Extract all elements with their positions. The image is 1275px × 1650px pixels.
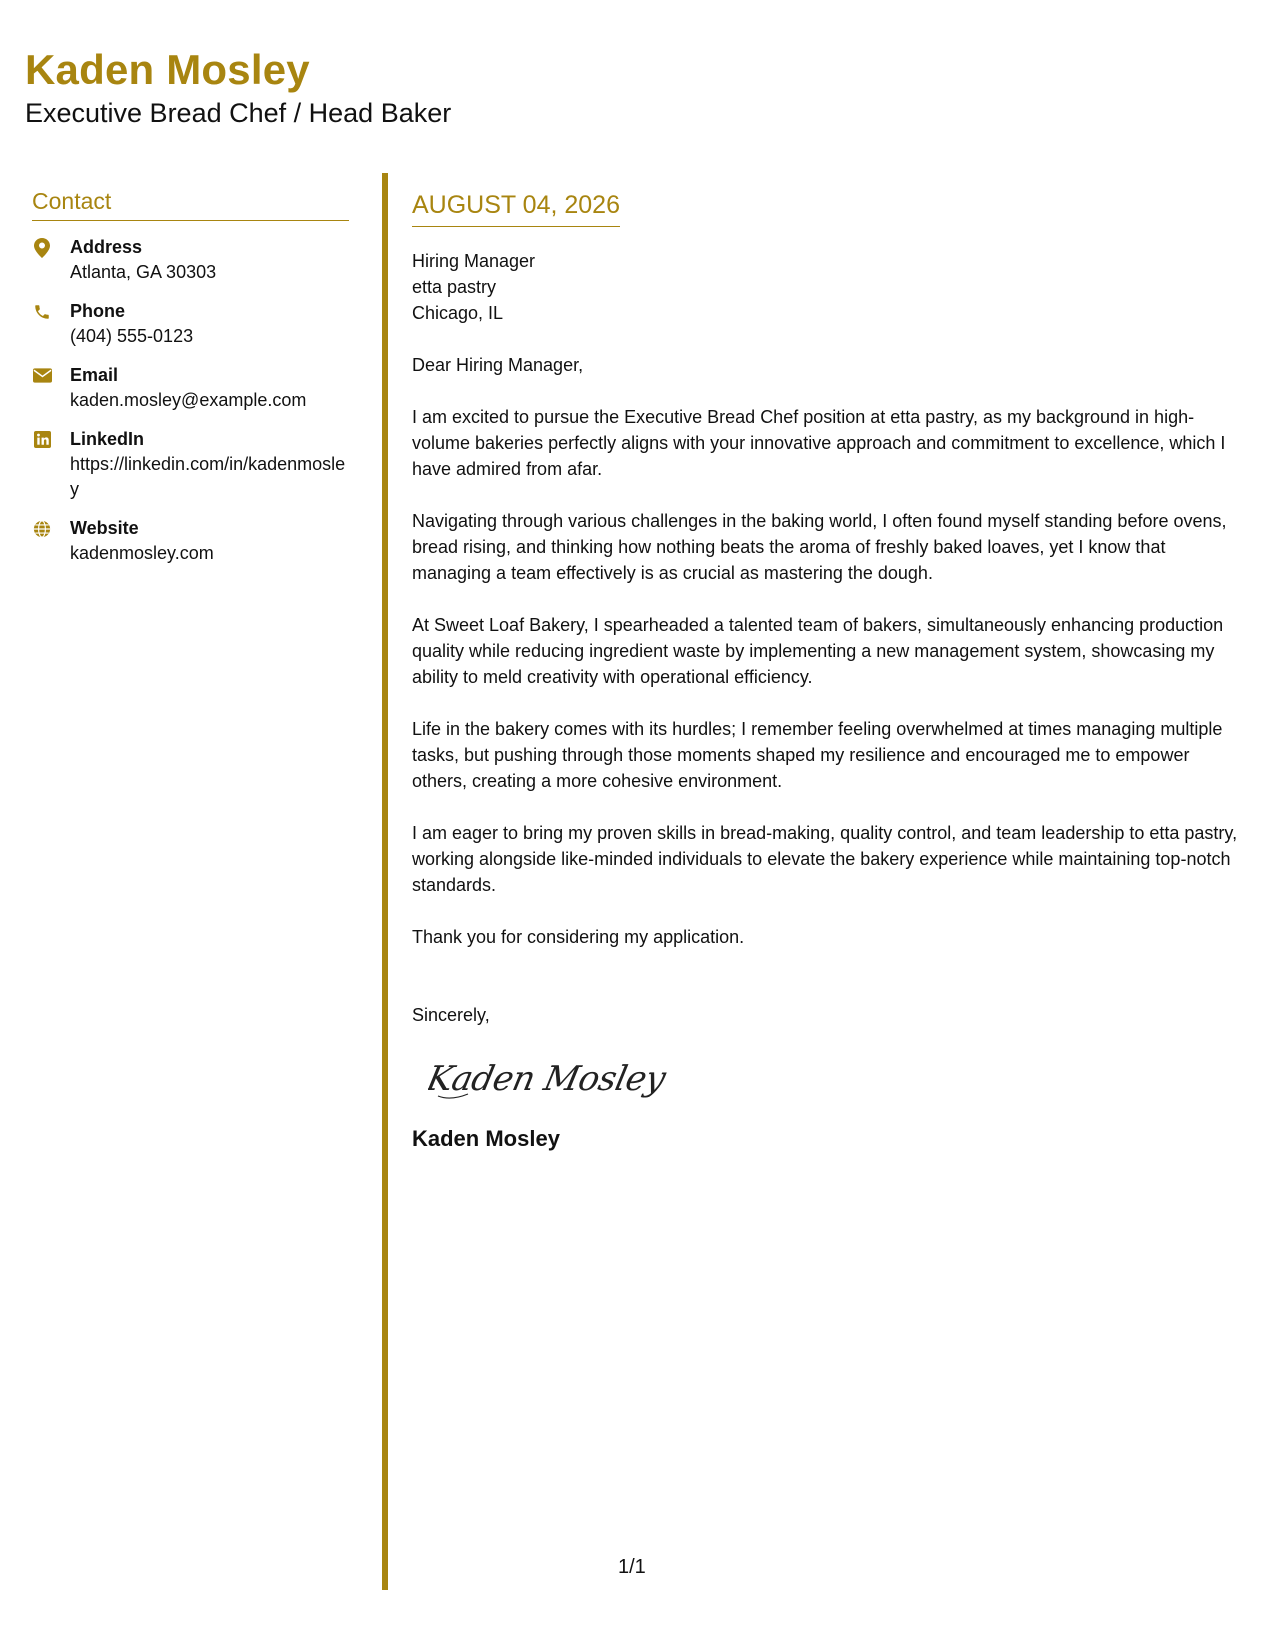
contact-address-label: Address bbox=[70, 236, 143, 257]
page-number: 1/1 bbox=[618, 1556, 646, 1578]
contact-phone-value: (404) 555-0123 bbox=[70, 325, 194, 346]
contact-email-value: kaden.mosley@example.com bbox=[70, 389, 307, 410]
signer-name: Kaden Mosley bbox=[412, 1126, 560, 1151]
letter-date: AUGUST 04, 2026 bbox=[412, 190, 620, 227]
closing: Sincerely, bbox=[412, 1005, 490, 1025]
letter-paragraph: Thank you for considering my application. bbox=[412, 927, 745, 947]
recipient-line: etta pastry bbox=[412, 277, 497, 297]
globe-icon bbox=[32, 519, 52, 539]
contact-address-value: Atlanta, GA 30303 bbox=[70, 261, 217, 282]
phone-icon bbox=[32, 302, 52, 322]
letter-body bbox=[412, 190, 1242, 1152]
letter-paragraph: At Sweet Loaf Bakery, I spearheaded a talented team of bakers, simultaneously enhancing production quality while reducing ingredient waste by implementing a new management system, showcasing my ability to meld creativity with operational efficiency. bbox=[412, 615, 1224, 687]
contact-website bbox=[32, 516, 349, 566]
linkedin-icon bbox=[32, 430, 52, 450]
recipient-block bbox=[412, 248, 1242, 326]
contact-email bbox=[32, 363, 349, 413]
recipient-line: Hiring Manager bbox=[412, 251, 536, 271]
contact-linkedin bbox=[32, 427, 349, 502]
handwritten-signature bbox=[428, 1048, 668, 1108]
contact-address bbox=[32, 235, 349, 285]
contact-email-label: Email bbox=[70, 364, 119, 385]
map-pin-icon bbox=[32, 238, 52, 258]
contact-linkedin-value[interactable]: https://linkedin.com/in/kadenmosley bbox=[70, 453, 346, 499]
contact-phone-label: Phone bbox=[70, 300, 126, 321]
salutation: Dear Hiring Manager, bbox=[412, 355, 584, 375]
contact-heading: Contact bbox=[32, 188, 349, 221]
column-divider bbox=[382, 173, 388, 1590]
applicant-name: Kaden Mosley bbox=[25, 46, 310, 93]
letter-paragraph: I am excited to pursue the Executive Bread Chef position at etta pastry, as my background in high-volume bakeries perfectly aligns with your innovative approach and commitment to excellence, which I have admired from afar. bbox=[412, 407, 1226, 479]
letter-paragraph: I am eager to bring my proven skills in bread-making, quality control, and team leadership to etta pastry, working alongside like-minded individuals to elevate the bakery experience while maintaining top-notch standards. bbox=[412, 823, 1238, 895]
contact-linkedin-label: LinkedIn bbox=[70, 428, 145, 449]
letter-paragraph: Navigating through various challenges in the baking world, I often found myself standing before ovens, bread rising, and thinking how nothing beats the aroma of freshly baked loaves, yet I know that managing a team effectively is as crucial as mastering the dough. bbox=[412, 511, 1227, 583]
contact-phone bbox=[32, 299, 349, 349]
contact-sidebar bbox=[32, 188, 349, 566]
signature-image bbox=[428, 1048, 668, 1108]
applicant-title: Executive Bread Chef / Head Baker bbox=[25, 98, 452, 128]
contact-website-value[interactable]: kadenmosley.com bbox=[70, 542, 214, 563]
envelope-icon bbox=[32, 366, 52, 386]
recipient-line: Chicago, IL bbox=[412, 303, 504, 323]
letter-paragraph: Life in the bakery comes with its hurdles; I remember feeling overwhelmed at times managing multiple tasks, but pushing through those moments shaped my resilience and encouraged me to empower others, creating a more cohesive environment. bbox=[412, 719, 1223, 791]
contact-website-label: Website bbox=[70, 517, 139, 538]
svg-text:Kaden Mosley: Kaden Mosley bbox=[428, 1059, 668, 1099]
